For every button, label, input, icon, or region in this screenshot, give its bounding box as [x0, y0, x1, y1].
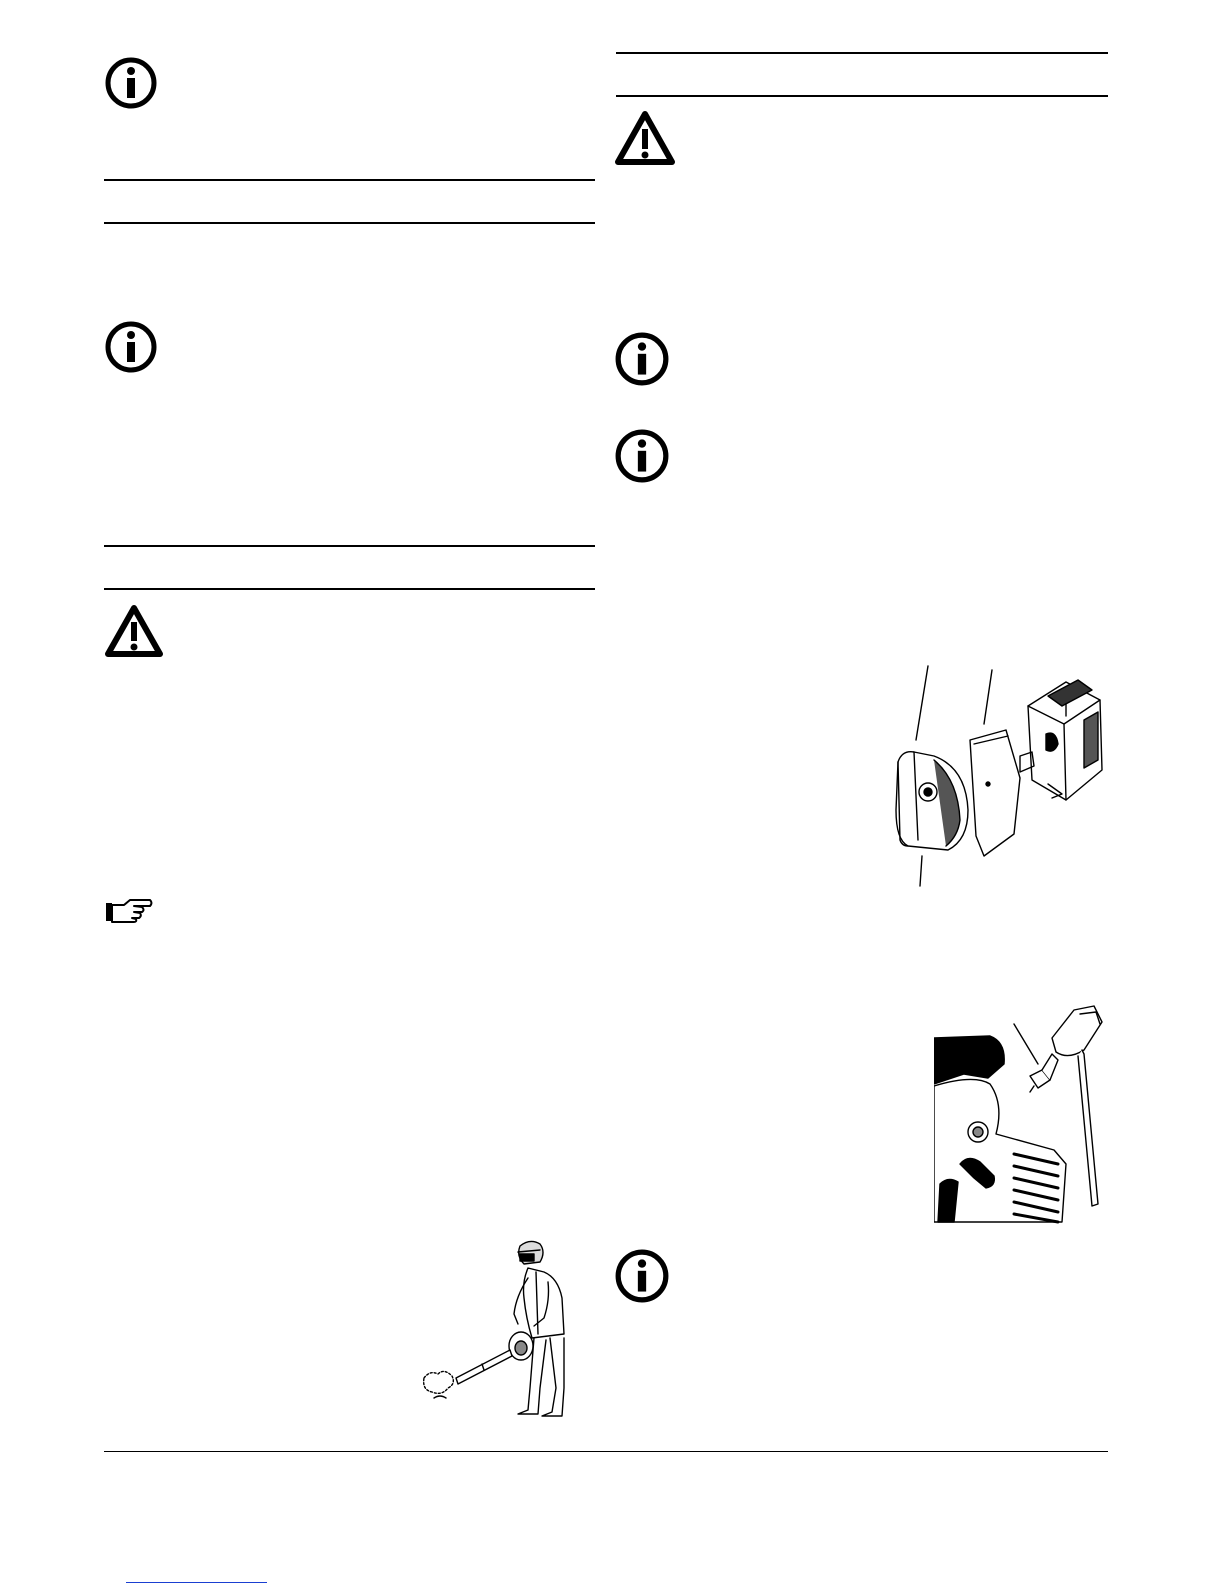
section-rule-top	[104, 545, 595, 547]
section-rule-bottom	[616, 95, 1108, 97]
section-rule-top	[104, 179, 595, 181]
spark-plug-removal	[934, 994, 1114, 1224]
warning-triangle-icon	[614, 110, 676, 168]
info-icon	[104, 56, 158, 110]
operator-using-blower	[420, 1238, 580, 1420]
air-filter-exploded-view	[888, 660, 1114, 888]
info-icon	[104, 320, 158, 374]
section-rule-bottom	[104, 588, 595, 590]
section-rule-bottom	[104, 222, 595, 224]
info-icon	[614, 1248, 670, 1304]
footer-rule	[104, 1451, 1108, 1452]
warning-triangle-icon	[104, 604, 164, 660]
page-link-underline[interactable]	[126, 1582, 267, 1583]
section-rule-top	[616, 52, 1108, 54]
pointing-hand-icon	[104, 898, 154, 924]
info-icon	[614, 331, 670, 387]
info-icon	[614, 428, 670, 484]
